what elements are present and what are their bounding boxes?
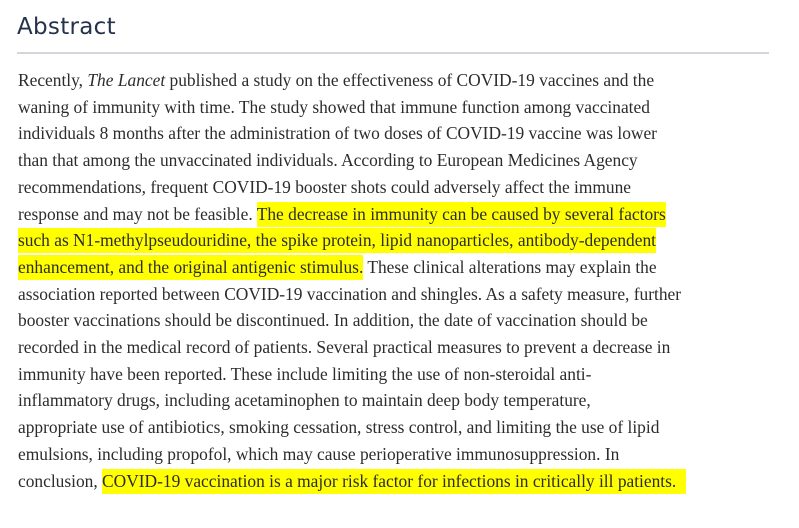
abstract-line: waning of immunity with time. The study showed that immune function among vaccinated	[18, 96, 650, 117]
abstract-line: response and may not be feasible. The decrease in immunity can be caused by several factors	[18, 201, 770, 228]
abstract-line: recorded in the medical record of patients. Several practical measures to prevent a decrease in	[18, 337, 671, 358]
highlighted-text: such as N1-methylpseudouridine, the spike protein, lipid nanoparticles, antibody-dependent	[18, 228, 656, 253]
abstract-line: appropriate use of antibiotics, smoking cessation, stress control, and limiting the use of lipid	[18, 417, 660, 438]
abstract-line: than that among the unvaccinated individuals. According to European Medicines Agency	[18, 150, 638, 171]
abstract-line	[18, 227, 770, 254]
highlighted-text: COVID-19 vaccination is a major risk factor for infections in critically ill patients.	[102, 469, 686, 494]
abstract-line: emulsions, including propofol, which may cause perioperative immunosuppression. In	[18, 443, 620, 464]
abstract-line: inflammatory drugs, including acetaminophen to maintain deep body temperature,	[18, 390, 591, 411]
abstract-line: recommendations, frequent COVID-19 booster shots could adversely affect the immune	[18, 176, 632, 197]
heading-divider	[17, 52, 769, 54]
abstract-line: enhancement, and the original antigenic stimulus. These clinical alterations may explain the	[18, 254, 770, 281]
abstract-line: individuals 8 months after the administration of two doses of COVID-19 vaccine was lower	[18, 123, 657, 144]
abstract-line: association reported between COVID-19 vaccination and shingles. As a safety measure, further	[18, 283, 682, 304]
abstract-line: conclusion, COVID-19 vaccination is a major risk factor for infections in critically ill patients.	[18, 468, 770, 495]
abstract-line: Recently, The Lancet published a study on the effectiveness of COVID-19 vaccines and the	[18, 70, 655, 90]
abstract-body	[18, 67, 770, 494]
section-heading: Abstract	[17, 14, 116, 40]
journal-title: The Lancet	[87, 70, 166, 90]
highlighted-text: The decrease in immunity can be caused by several factors	[257, 202, 666, 227]
abstract-line: immunity have been reported. These include limiting the use of non-steroidal anti-	[18, 363, 592, 384]
highlighted-text: enhancement, and the original antigenic stimulus.	[18, 255, 363, 280]
abstract-line: booster vaccinations should be discontinued. In addition, the date of vaccination should be	[18, 310, 648, 331]
